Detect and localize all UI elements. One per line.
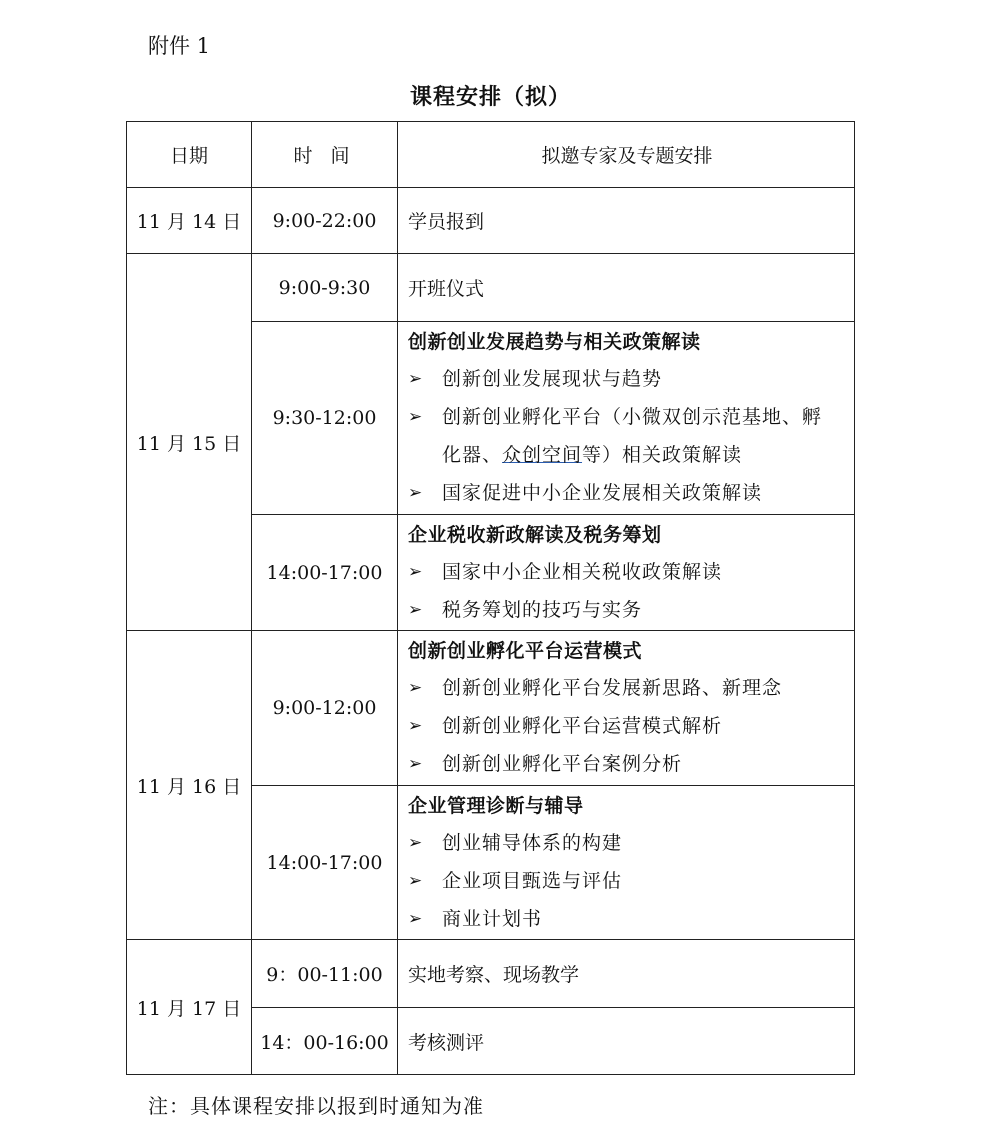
arrow-bullet-icon: ➢ bbox=[408, 483, 424, 503]
time-cell: 9：00-11:00 bbox=[252, 940, 398, 1008]
list-item: ➢ 创新创业孵化平台发展新思路、新理念 bbox=[408, 669, 846, 707]
list-item: ➢ 企业项目甄选与评估 bbox=[408, 862, 846, 900]
page-title: 课程安排（拟） bbox=[409, 84, 571, 110]
list-item: ➢ 商业计划书 bbox=[408, 900, 846, 938]
list-item: ➢ 创新创业发展现状与趋势 bbox=[408, 360, 846, 398]
list-item: ➢ 税务筹划的技巧与实务 bbox=[408, 591, 846, 629]
attachment-label: 附件 1 bbox=[148, 34, 211, 58]
time-cell: 9:00-22:00 bbox=[252, 188, 398, 254]
time-cell: 9:00-12:00 bbox=[252, 631, 398, 786]
arrow-bullet-icon: ➢ bbox=[408, 908, 424, 929]
session-title: 企业管理诊断与辅导 bbox=[408, 794, 584, 817]
table-row bbox=[127, 940, 855, 1008]
arrow-bullet-icon: ➢ bbox=[408, 561, 424, 582]
time-cell: 9:30-12:00 bbox=[252, 322, 398, 515]
arrow-bullet-icon: ➢ bbox=[408, 407, 424, 427]
topic-cell bbox=[398, 631, 855, 786]
list-item: ➢ 国家促进中小企业发展相关政策解读 bbox=[408, 474, 846, 512]
topic-cell: 学员报到 bbox=[398, 188, 855, 254]
header-topic: 拟邀专家及专题安排 bbox=[398, 122, 855, 188]
header-time: 时 间 bbox=[252, 122, 398, 188]
time-cell: 9:00-9:30 bbox=[252, 254, 398, 322]
arrow-bullet-icon: ➢ bbox=[408, 369, 424, 389]
arrow-bullet-icon: ➢ bbox=[408, 716, 424, 736]
time-cell: 14：00-16:00 bbox=[252, 1008, 398, 1075]
date-cell: 11 月 17 日 bbox=[127, 940, 252, 1075]
list-item: ➢ 创新创业孵化平台运营模式解析 bbox=[408, 707, 846, 745]
date-cell: 11 月 15 日 bbox=[127, 254, 252, 631]
table-header-row bbox=[127, 122, 855, 188]
arrow-bullet-icon: ➢ bbox=[408, 599, 424, 620]
list-item: ➢ 创业辅导体系的构建 bbox=[408, 824, 846, 862]
topic-cell: 开班仪式 bbox=[398, 254, 855, 322]
time-cell: 14:00-17:00 bbox=[252, 786, 398, 940]
topic-cell: 实地考察、现场教学 bbox=[398, 940, 855, 1008]
list-item: ➢ 国家中小企业相关税收政策解读 bbox=[408, 553, 846, 591]
table-row bbox=[127, 188, 855, 254]
arrow-bullet-icon: ➢ bbox=[408, 832, 424, 853]
session-title: 企业税收新政解读及税务筹划 bbox=[408, 523, 662, 546]
table-row bbox=[127, 254, 855, 322]
table-row bbox=[127, 631, 855, 786]
header-date: 日期 bbox=[127, 122, 252, 188]
topic-cell bbox=[398, 322, 855, 515]
date-cell: 11 月 14 日 bbox=[127, 188, 252, 254]
list-item: ➢ 创新创业孵化平台案例分析 bbox=[408, 745, 846, 783]
footnote: 注：具体课程安排以报到时通知为准 bbox=[148, 1094, 484, 1118]
arrow-bullet-icon: ➢ bbox=[408, 754, 424, 774]
time-cell: 14:00-17:00 bbox=[252, 515, 398, 631]
arrow-bullet-icon: ➢ bbox=[408, 870, 424, 891]
list-item: ➢ 创新创业孵化平台（小微双创示范基地、孵 化器、众创空间等）相关政策解读 bbox=[408, 398, 846, 474]
arrow-bullet-icon: ➢ bbox=[408, 678, 424, 698]
session-title: 创新创业孵化平台运营模式 bbox=[408, 640, 643, 662]
topic-cell: 考核测评 bbox=[398, 1008, 855, 1075]
topic-cell bbox=[398, 515, 855, 631]
schedule-table bbox=[126, 121, 855, 1075]
date-cell: 11 月 16 日 bbox=[127, 631, 252, 940]
session-title: 创新创业发展趋势与相关政策解读 bbox=[408, 331, 701, 353]
topic-cell bbox=[398, 786, 855, 940]
